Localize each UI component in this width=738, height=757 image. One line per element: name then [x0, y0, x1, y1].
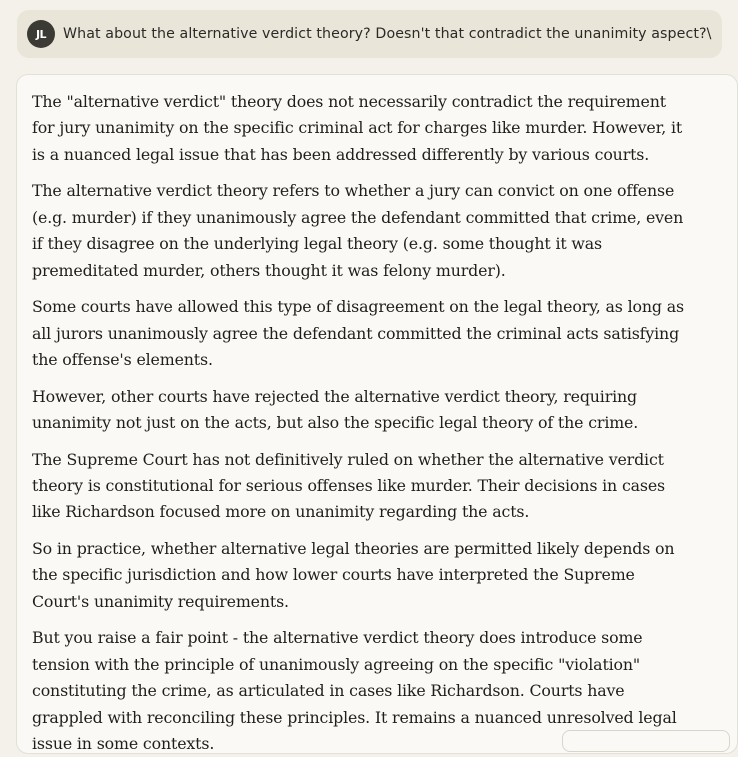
- assistant-paragraph: The Supreme Court has not definitively ruled on whether the alternative verdict theory is constitutional for serious offenses like murder. Their decisions in cases like Richardson focused more on unanimity regarding the acts.: [32, 449, 666, 522]
- assistant-paragraph: The "alternative verdict" theory does not necessarily contradict the requirement for jury unanimity on the specific criminal act for charges like murder. However, it is a nuanced legal issue that has been addressed differently by various courts.: [32, 92, 683, 164]
- user-message: [17, 10, 722, 58]
- assistant-paragraph: The alternative verdict theory refers to whether a jury can convict on one offense (e.g. murder) if they unanimously agree the defendant committed that crime, even if they disagree on the underlying legal theory (e.g. some thought it was premeditated murder, others thought it was felony murder).: [32, 181, 684, 280]
- user-message-text: What about the alternative verdict theory? Doesn't that contradict the unanimity aspect?\: [63, 26, 712, 42]
- assistant-message: [16, 74, 738, 754]
- message-actions-bar[interactable]: [562, 730, 730, 752]
- assistant-paragraph: So in practice, whether alternative legal theories are permitted likely depends on the specific jurisdiction and how lower courts have interpreted the Supreme Court's unanimity requirements.: [32, 539, 675, 611]
- assistant-paragraph: Some courts have allowed this type of disagreement on the legal theory, as long as all jurors unanimously agree the defendant committed the criminal acts satisfying the offense's elements.: [32, 297, 684, 370]
- assistant-paragraph: However, other courts have rejected the alternative verdict theory, requiring unanimity not just on the acts, but also the specific legal theory of the crime.: [32, 386, 639, 433]
- assistant-paragraph: But you raise a fair point - the alternative verdict theory does introduce some tension with the principle of unanimously agreeing on the specific "violation" constituting the crime, as articulated in cases like Richardson. Courts have grappled with reconciling these principles. It remains a nuanced unresolved legal issue in some contexts.: [32, 628, 677, 754]
- user-avatar: JL: [27, 20, 55, 48]
